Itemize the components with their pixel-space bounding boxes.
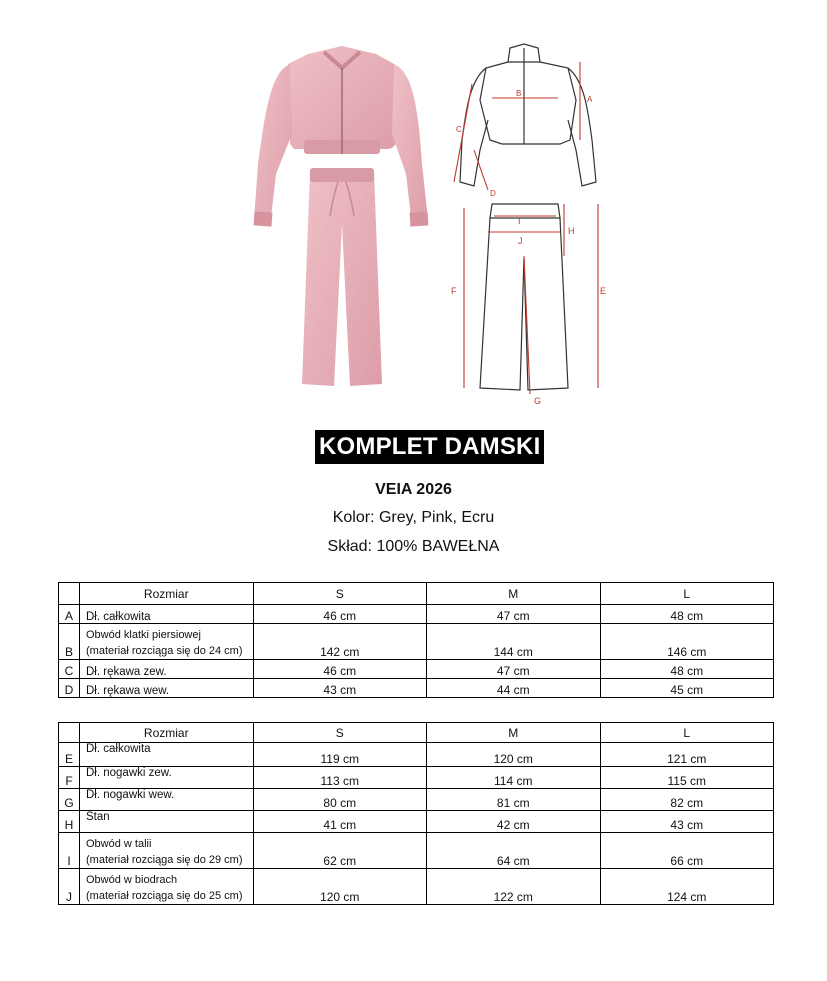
value-l: 146 cm bbox=[600, 624, 774, 660]
row-label-main: Obwód w talii bbox=[86, 838, 152, 850]
header-size-m: M bbox=[427, 583, 601, 605]
table-header-row bbox=[59, 723, 774, 743]
value-m: 47 cm bbox=[427, 605, 601, 624]
value-l: 82 cm bbox=[600, 789, 774, 811]
row-code: H bbox=[59, 811, 80, 833]
table-row bbox=[59, 789, 774, 811]
header-size-m: M bbox=[427, 723, 601, 743]
table-header-row bbox=[59, 583, 774, 605]
value-s: 46 cm bbox=[253, 605, 427, 624]
header-size-l: L bbox=[600, 723, 774, 743]
row-code: I bbox=[59, 833, 80, 869]
diagram-letter-j: J bbox=[518, 236, 523, 246]
table-row bbox=[59, 605, 774, 624]
row-label-note: (materiał rozciąga się do 24 cm) bbox=[86, 645, 243, 657]
row-label-main: Obwód klatki piersiowej bbox=[86, 629, 201, 641]
diagram-letter-a: A bbox=[587, 95, 593, 104]
value-s: 119 cm bbox=[253, 743, 427, 767]
header-size-s: S bbox=[253, 723, 427, 743]
row-code: D bbox=[59, 679, 80, 698]
row-label-note: (materiał rozciąga się do 29 cm) bbox=[86, 854, 243, 866]
table-row bbox=[59, 624, 774, 660]
color-line: Kolor: Grey, Pink, Ecru bbox=[332, 509, 495, 526]
table-row bbox=[59, 833, 774, 869]
table-row bbox=[59, 811, 774, 833]
row-label bbox=[80, 869, 254, 905]
table-row bbox=[59, 679, 774, 698]
value-l: 66 cm bbox=[600, 833, 774, 869]
jacket-measurement-diagram bbox=[450, 40, 615, 200]
value-s: 62 cm bbox=[253, 833, 427, 869]
row-label: Dł. całkowita bbox=[80, 743, 254, 767]
value-s: 113 cm bbox=[253, 767, 427, 789]
table-row bbox=[59, 767, 774, 789]
value-m: 122 cm bbox=[427, 869, 601, 905]
jacket-size-table bbox=[58, 582, 774, 698]
row-label: Dł. rękawa zew. bbox=[80, 660, 254, 679]
value-m: 120 cm bbox=[427, 743, 601, 767]
diagram-letter-i: I bbox=[518, 216, 521, 226]
composition-line: Skład: 100% BAWEŁNA bbox=[327, 538, 500, 555]
table-row bbox=[59, 660, 774, 679]
value-l: 48 cm bbox=[600, 660, 774, 679]
value-l: 48 cm bbox=[600, 605, 774, 624]
pants-measurement-diagram bbox=[448, 198, 618, 410]
header-size-l: L bbox=[600, 583, 774, 605]
header-label: Rozmiar bbox=[80, 583, 254, 605]
diagram-letter-d: D bbox=[490, 189, 496, 198]
row-label: Dł. nogawki zew. bbox=[80, 767, 254, 789]
value-l: 124 cm bbox=[600, 869, 774, 905]
table-row bbox=[59, 869, 774, 905]
value-l: 121 cm bbox=[600, 743, 774, 767]
value-l: 115 cm bbox=[600, 767, 774, 789]
row-code: B bbox=[59, 624, 80, 660]
value-m: 144 cm bbox=[427, 624, 601, 660]
diagram-letter-c: C bbox=[456, 125, 462, 134]
value-s: 46 cm bbox=[253, 660, 427, 679]
product-photo bbox=[246, 44, 436, 396]
value-m: 81 cm bbox=[427, 789, 601, 811]
row-label: Dł. nogawki wew. bbox=[80, 789, 254, 811]
value-s: 80 cm bbox=[253, 789, 427, 811]
diagram-letter-f: F bbox=[451, 286, 457, 296]
row-label: Dł. całkowita bbox=[80, 605, 254, 624]
value-m: 42 cm bbox=[427, 811, 601, 833]
value-m: 114 cm bbox=[427, 767, 601, 789]
value-s: 120 cm bbox=[253, 869, 427, 905]
diagram-letter-e: E bbox=[600, 286, 607, 296]
row-code: A bbox=[59, 605, 80, 624]
row-label-note: (materiał rozciąga się do 25 cm) bbox=[86, 890, 243, 902]
value-m: 44 cm bbox=[427, 679, 601, 698]
model-name: VEIA 2026 bbox=[375, 481, 452, 498]
row-label bbox=[80, 833, 254, 869]
row-code: G bbox=[59, 789, 80, 811]
header-size-s: S bbox=[253, 583, 427, 605]
row-label-main: Obwód w biodrach bbox=[86, 874, 178, 886]
value-s: 142 cm bbox=[253, 624, 427, 660]
value-m: 64 cm bbox=[427, 833, 601, 869]
row-code: J bbox=[59, 869, 80, 905]
diagram-letter-g: G bbox=[534, 396, 542, 406]
page-title: KOMPLET DAMSKI bbox=[315, 430, 544, 464]
value-m: 47 cm bbox=[427, 660, 601, 679]
row-label: Dł. rękawa wew. bbox=[80, 679, 254, 698]
value-s: 41 cm bbox=[253, 811, 427, 833]
row-code: E bbox=[59, 743, 80, 767]
row-code: F bbox=[59, 767, 80, 789]
row-label: Stan bbox=[80, 811, 254, 833]
header-label: Rozmiar bbox=[80, 723, 254, 743]
row-code: C bbox=[59, 660, 80, 679]
value-l: 43 cm bbox=[600, 811, 774, 833]
value-l: 45 cm bbox=[600, 679, 774, 698]
row-label bbox=[80, 624, 254, 660]
diagram-letter-b: B bbox=[516, 89, 522, 98]
value-s: 43 cm bbox=[253, 679, 427, 698]
diagram-letter-h: H bbox=[568, 226, 575, 236]
pants-size-table bbox=[58, 722, 774, 905]
table-row bbox=[59, 743, 774, 767]
